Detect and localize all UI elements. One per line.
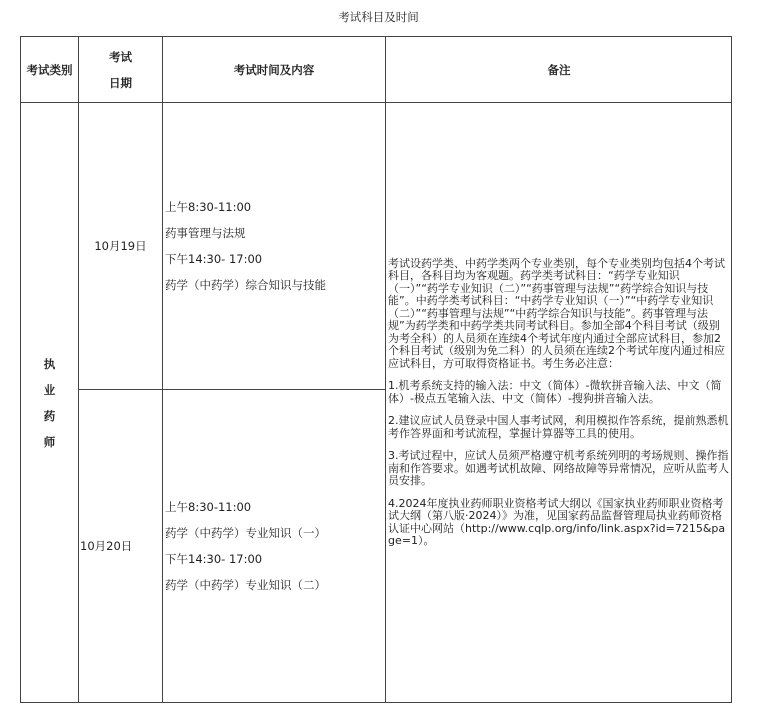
session-subject: 药学（中药学）专业知识（一）	[165, 526, 326, 540]
session-subject: 药事管理与法规	[165, 226, 246, 240]
category-char: 师	[43, 434, 56, 449]
content-cell-day1	[163, 103, 386, 390]
header-notes-label: 备注	[547, 62, 571, 77]
session-subject: 药学（中药学）综合知识与技能	[165, 278, 326, 292]
header-time-content	[163, 37, 386, 103]
category-char: 药	[43, 408, 56, 423]
content-cell-day2	[163, 390, 386, 702]
exam-date: 10月20日	[80, 539, 133, 553]
category-cell	[21, 103, 79, 702]
exam-date: 10月19日	[94, 239, 147, 253]
notes-cell	[386, 103, 732, 702]
session-time: 下午14:30- 17:00	[165, 252, 263, 266]
session-subject: 药学（中药学）专业知识（二）	[165, 578, 326, 592]
header-date	[79, 37, 163, 103]
header-time-content-label: 考试时间及内容	[233, 62, 315, 77]
header-notes	[386, 37, 732, 103]
table-caption: 考试科目及时间	[338, 10, 419, 24]
notes-intro: 考试设药学类、中药学类两个专业类别，每个专业类别均包括4个考试科目，各科目均为客观题。药学类考试科目：“药学专业知识（一）”“药学专业知识（二）”“药事管理与法规”“药学综合知识与技能”。中药学类考试科目：“中药学专业知识（一）”“中药学专业知识（二）”“药事管理与法规”“中药学综合知识与技能”。药事管理与法规”为药学类和中药学类共同考试科目。参加全部4个科目考试（级别为考全科）的人员须在连续4个考试年度内通过全部应试科目，参加2个科目考试（级别为免二科）的人员须在连续2个考试年度内通过相应应试科目，方可取得资格证书。考生务必注意：	[388, 256, 725, 370]
notes-item: 2.建议应试人员登录中国人事考试网，利用模拟作答系统，提前熟悉机考作答界面和考试流程，掌握计算器等工具的使用。	[388, 414, 729, 440]
header-category	[21, 37, 79, 103]
notes-item: 4.2024年度执业药师职业资格考试大纲以《国家执业药师职业资格考试大纲（第八版·2024）》为准，见国家药品监督管理局执业药师资格认证中心网站（http://www.cqlp.org/info/link.aspx?id=7215&page=1）。	[388, 496, 726, 547]
header-category-label: 考试类别	[26, 62, 73, 77]
session-time: 上午8:30-11:00	[165, 500, 252, 514]
header-date-line2: 日期	[109, 75, 132, 90]
exam-schedule-table	[20, 36, 732, 703]
notes-item: 1.机考系统支持的输入法：中文（简体）-微软拼音输入法、中文（简体）-极点五笔输入法、中文（简体）-搜狗拼音输入法。	[388, 379, 722, 405]
category-char: 业	[43, 382, 56, 397]
session-time: 下午14:30- 17:00	[165, 552, 263, 566]
date-cell-day2	[79, 390, 163, 702]
header-date-line1: 考试	[109, 49, 132, 64]
session-time: 上午8:30-11:00	[165, 200, 252, 214]
category-char: 执	[43, 356, 56, 371]
notes-item: 3.考试过程中，应试人员须严格遵守机考系统列明的考场规则、操作指南和作答要求。如遇考试机故障、网络故障等异常情况，应听从监考人员安排。	[388, 449, 729, 487]
date-cell-day1	[79, 103, 163, 390]
